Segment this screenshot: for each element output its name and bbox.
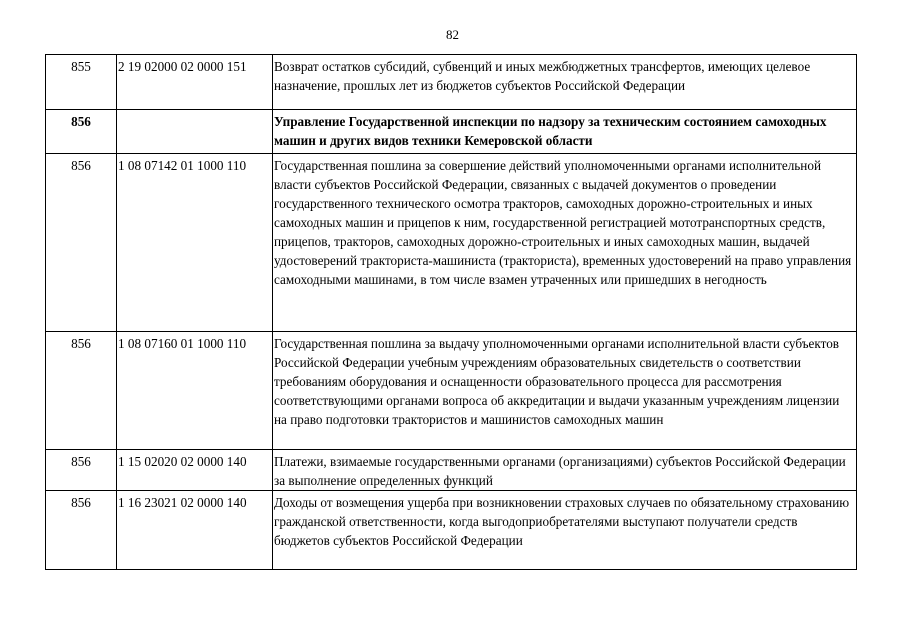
table-row — [46, 450, 857, 491]
kbk-code-cell: 2 19 02000 02 0000 151 — [117, 55, 273, 110]
revenue-name-cell: Государственная пошлина за выдачу уполномоченными органами исполнительной власти субъектов Российской Федерации учебным учреждениям образовательных свидетельств о соответствии требованиям оборудования и оснащенности образовательного процесса для рассмотрения соответствующими органами вопроса об аккредитации и выдачи указанным учреждениям лицензии на право подготовки трактористов и машинистов самоходных машин — [273, 332, 857, 450]
kbk-code-cell: 1 08 07142 01 1000 110 — [117, 154, 273, 332]
table-row — [46, 55, 857, 110]
kbk-code-cell: 1 16 23021 02 0000 140 — [117, 491, 273, 570]
page-number: 82 — [446, 27, 459, 42]
budget-classification-table — [45, 54, 857, 570]
revenue-name-cell: Государственная пошлина за совершение действий уполномоченными органами исполнительной власти субъектов Российской Федерации, связанных с выдачей документов о проведении государственного технического осмотра тракторов, самоходных дорожно-строительных и иных самоходных машин и прицепов к ним, государственной регистрацией мототранспортных средств, прицепов, тракторов, самоходных дорожно-строительных и иных самоходных машин, выдачей удостоверений тракториста-машиниста (тракториста), временных удостоверений на право управления самоходными машинами, в том числе взамен утраченных или пришедших в негодность — [273, 154, 857, 332]
kbk-code-cell: 1 15 02020 02 0000 140 — [117, 450, 273, 491]
admin-code-cell: 855 — [46, 55, 117, 110]
revenue-name-cell: Управление Государственной инспекции по надзору за техническим состоянием самоходных машин и других видов техники Кемеровской области — [273, 110, 857, 154]
admin-code-cell: 856 — [46, 154, 117, 332]
kbk-code-cell: 1 08 07160 01 1000 110 — [117, 332, 273, 450]
revenue-name-cell: Доходы от возмещения ущерба при возникновении страховых случаев по обязательному страхованию гражданской ответственности, когда выгодоприобретателями выступают получатели средств бюджетов субъектов Российской Федерации — [273, 491, 857, 570]
table-row — [46, 110, 857, 154]
admin-code-cell: 856 — [46, 491, 117, 570]
table-row — [46, 491, 857, 570]
admin-code-cell: 856 — [46, 332, 117, 450]
kbk-code-cell — [117, 110, 273, 154]
table-row — [46, 154, 857, 332]
admin-code-cell: 856 — [46, 110, 117, 154]
revenue-name-cell: Платежи, взимаемые государственными органами (организациями) субъектов Российской Федерации за выполнение определенных функций — [273, 450, 857, 491]
table-row — [46, 332, 857, 450]
revenue-name-cell: Возврат остатков субсидий, субвенций и иных межбюджетных трансфертов, имеющих целевое назначение, прошлых лет из бюджетов субъектов Российской Федерации — [273, 55, 857, 110]
admin-code-cell: 856 — [46, 450, 117, 491]
